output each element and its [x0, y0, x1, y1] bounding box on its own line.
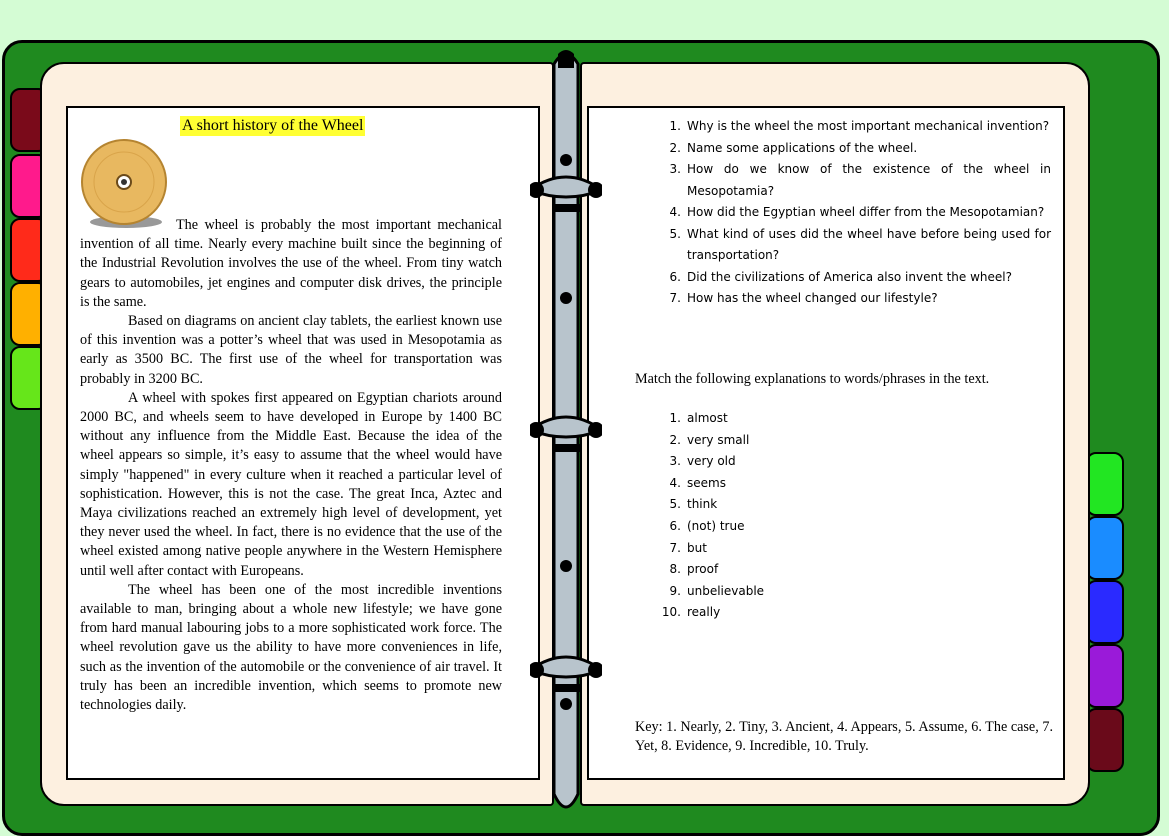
paragraph-4: The wheel has been one of the most incredible inventions available to man, bringing about a whole new lifestyle; we have gone from hard manual labouring jobs to a more sophisticated work force. The wheel revolution gave us the ability to have more conveniences in life, such as the invention of the automobile or the convenience of air travel. It truly has been an incredible invention, which seems to promote new technologies daily.	[80, 581, 502, 714]
divider-tab-6[interactable]	[1086, 452, 1124, 516]
match-item: 4. seems	[669, 475, 726, 490]
match-item: 10. really	[661, 605, 721, 620]
reading-text-frame	[66, 106, 540, 780]
match-item: 1. almost	[669, 411, 728, 425]
binder-spine	[530, 44, 602, 822]
question-list	[659, 116, 1051, 310]
question-item: 3. How do we know of the existence of the wheel in Mesopotamia?	[669, 162, 1051, 198]
divider-tab-8[interactable]	[1086, 580, 1124, 644]
paragraph-3: A wheel with spokes first appeared on Egyptian chariots around 2000 BC, and wheels seem to have developed in Europe by 1400 BC without any influence from the Middle East. Because the idea of the wheel appears so simple, it’s easy to assume that the wheel would have simply "happened" in every culture when it reached a particular level of sophistication. However, this is not the case. The great Inca, Aztec and Maya civilizations reached an extremely high level of development, yet they never used the wheel. In fact, there is no evidence that the use of the wheel existed among native people anywhere in the Western Hemisphere until well after contact with Europeans.	[80, 389, 502, 579]
divider-tab-10[interactable]	[1086, 708, 1124, 772]
paragraph-1: The wheel is probably the most important mechanical invention of all time. Nearly every machine built since the beginning of the Industrial Revolution involves the use of the wheel. From tiny watch gears to automobiles, jet engines and computer disk drives, the principle is the same.	[80, 217, 502, 310]
paragraph-2: Based on diagrams on ancient clay tablets, the earliest known use of this invention was a potter’s wheel that was used in Mesopotamia as early as 3500 BC. The first use of the wheel for transportation was probably in 3200 BC.	[80, 313, 502, 387]
question-item: 7. How has the wheel changed our lifestyle?	[669, 291, 938, 305]
match-instruction: Match the following explanations to words/phrases in the text.	[635, 371, 990, 387]
match-item: 9. unbelievable	[669, 583, 765, 598]
match-item: 6. (not) true	[669, 518, 745, 533]
question-item: 1. Why is the wheel the most important mechanical invention?	[669, 119, 1050, 133]
answer-key: Key: 1. Nearly, 2. Tiny, 3. Ancient, 4. Appears, 5. Assume, 6. The case, 7. Yet, 8. Evidence, 9. Incredible, 10. Truly.	[635, 719, 1053, 754]
question-item: 6. Did the civilizations of America also invent the wheel?	[669, 269, 1012, 284]
match-item: 2. very small	[669, 432, 750, 447]
exercise-frame	[587, 106, 1065, 780]
match-item: 7. but	[669, 540, 707, 555]
match-item: 5. think	[669, 497, 718, 512]
question-item: 5. What kind of uses did the wheel have before being used for transportation?	[669, 226, 1051, 262]
question-item: 2. Name some applications of the wheel.	[669, 140, 918, 155]
match-item: 8. proof	[669, 562, 719, 577]
article-text	[80, 216, 502, 715]
question-item: 4. How did the Egyptian wheel differ from the Mesopotamian?	[669, 205, 1045, 219]
page-title: A short history of the Wheel	[182, 117, 364, 134]
divider-tab-9[interactable]	[1086, 644, 1124, 708]
match-item: 3. very old	[669, 454, 736, 469]
match-list	[659, 408, 959, 624]
divider-tab-7[interactable]	[1086, 516, 1124, 580]
